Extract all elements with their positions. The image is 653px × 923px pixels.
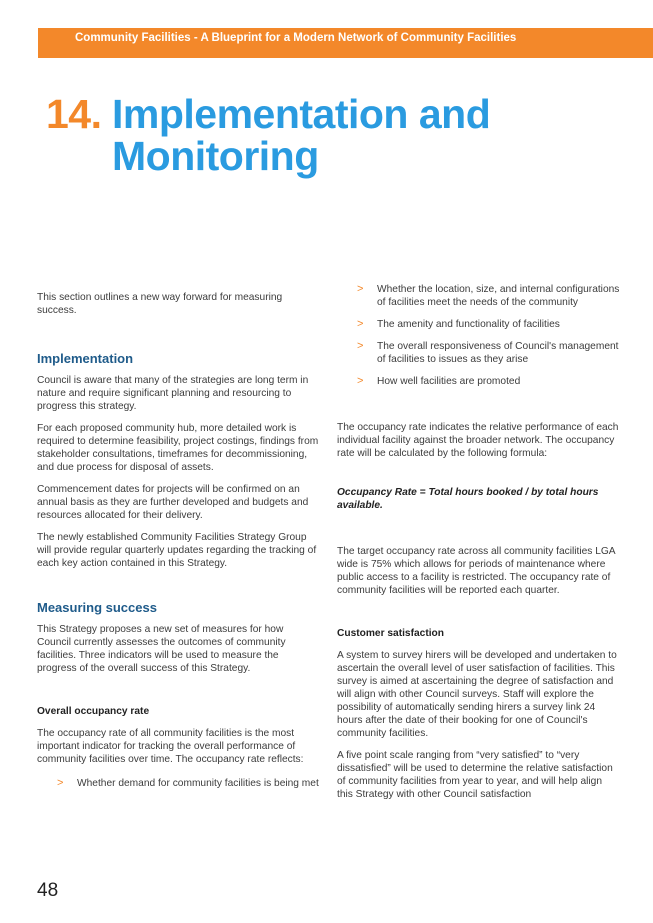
list-item-text: The amenity and functionality of facilities — [377, 319, 560, 330]
occupancy-formula: Occupancy Rate = Total hours booked / by total hours available. — [337, 487, 599, 511]
implementation-paragraph: For each proposed community hub, more detailed work is required to determine feasibility, project costings, findings from stakeholder consultations, timeframes for decommissioning, and due process for disposal of assets. — [37, 423, 319, 473]
list-item-text: Whether demand for community facilities is being met — [77, 778, 319, 789]
list-item — [337, 375, 620, 388]
list-item — [337, 283, 620, 309]
list-item — [337, 318, 620, 331]
chevron-right-icon: > — [357, 318, 364, 330]
measuring-paragraph: This Strategy proposes a new set of measures for how Council currently assesses the outcomes of community facilities. Three indicators will be used to measure the progress of the overall success of this Strategy. — [37, 624, 286, 674]
chevron-right-icon: > — [57, 777, 64, 789]
list-item — [337, 340, 620, 366]
implementation-paragraph: Council is aware that many of the strategies are long term in nature and require significant planning and resourcing to progress this strategy. — [37, 375, 309, 412]
left-column — [37, 291, 320, 799]
chevron-right-icon: > — [357, 340, 364, 352]
list-item — [37, 777, 320, 790]
chapter-number: 14. — [46, 91, 102, 137]
occupancy-paragraph: The occupancy rate indicates the relative performance of each individual facility against the broader network. The occupancy rate will be calculated by the following formula: — [337, 422, 619, 459]
customer-satisfaction-heading: Customer satisfaction — [337, 628, 444, 639]
measuring-success-heading: Measuring success — [37, 600, 157, 615]
occupancy-paragraph: The target occupancy rate across all community facilities LGA wide is 75% which allows for periods of maintenance where public access to a facility is restricted. The occupancy rate of community facilities will be reported each quarter. — [337, 546, 616, 596]
bullet-list — [337, 283, 620, 388]
chapter-title: Implementation and Monitoring — [112, 91, 491, 179]
list-item-text: The overall responsiveness of Council's management of facilities to issues as they arise — [377, 341, 619, 365]
list-item-text: How well facilities are promoted — [377, 376, 521, 387]
banner-text: Community Facilities - A Blueprint for a Modern Network of Community Facilities — [75, 32, 517, 44]
occupancy-heading: Overall occupancy rate — [37, 706, 150, 717]
satisfaction-paragraph: A system to survey hirers will be developed and undertaken to ascertain the overall level of user satisfaction of facilities. This survey is aimed at ascertaining the degree of satisfaction and will align with other Council surveys. Staff will explore the possibility of automatically sending hirers a survey link 24 hours after the date of their booking for one of Council's community facilities. — [337, 650, 617, 739]
implementation-paragraph: Commencement dates for projects will be confirmed on an annual basis as they are further developed and budgets and resources allocated for their delivery. — [37, 484, 309, 521]
chevron-right-icon: > — [357, 375, 364, 387]
occupancy-paragraph: The occupancy rate of all community facilities is the most important indicator for tracking the overall performance of community facilities over time. The occupancy rate reflects: — [37, 728, 304, 765]
list-item-text: Whether the location, size, and internal configurations of facilities meet the needs of the community — [377, 284, 620, 308]
intro-paragraph: This section outlines a new way forward for measuring success. — [37, 292, 283, 316]
document-header-banner — [38, 28, 653, 58]
implementation-paragraph: The newly established Community Facilities Strategy Group will provide regular quarterly updates regarding the tracking of each key action contained in this Strategy. — [37, 532, 317, 569]
page-number: 48 — [37, 880, 59, 901]
right-column — [337, 283, 620, 810]
implementation-heading: Implementation — [37, 351, 134, 366]
chevron-right-icon: > — [357, 283, 364, 295]
bullet-list — [37, 777, 320, 790]
satisfaction-paragraph: A five point scale ranging from “very satisfied” to “very dissatisfied” will be used to determine the relative satisfaction of community facilities from year to year, and will help align this Strategy with other Council satisfaction — [337, 750, 613, 800]
